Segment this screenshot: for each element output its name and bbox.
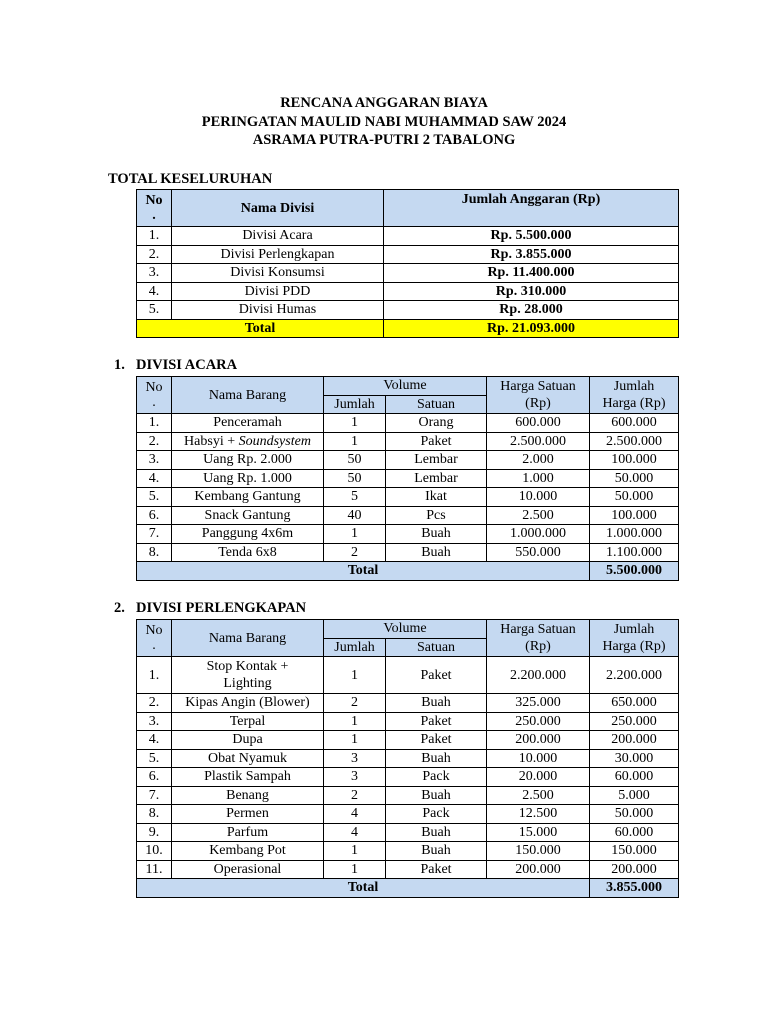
col-satuan-header: Satuan: [386, 395, 487, 414]
acara-header-row-1: [137, 377, 679, 396]
total-amount: Rp. 21.093.000: [384, 319, 679, 338]
table-row: 6. Snack Gantung 40 Pcs 2.500 100.000: [137, 506, 679, 525]
table-row: 6. Plastik Sampah 3 Pack 20.000 60.000: [137, 768, 679, 787]
total-section-heading: TOTAL KESELURUHAN: [108, 171, 273, 187]
cell-name: Divisi Perlengkapan: [172, 245, 384, 264]
cell-name: Divisi PDD: [172, 282, 384, 301]
col-volume-header: Volume: [324, 620, 487, 639]
table-row: 7. Panggung 4x6m 1 Buah 1.000.000 1.000.000: [137, 525, 679, 544]
total-table-header: [137, 190, 679, 227]
total-table: [136, 189, 679, 338]
table-row: 4. Uang Rp. 1.000 50 Lembar 1.000 50.000: [137, 469, 679, 488]
acara-heading: 1. DIVISI ACARA: [114, 357, 238, 373]
table-row: 9. Parfum 4 Buah 15.000 60.000: [137, 823, 679, 842]
acara-total-row: [137, 562, 679, 581]
perlengkapan-header-row-1: [137, 620, 679, 639]
cell-name: Divisi Konsumsi: [172, 264, 384, 283]
col-amount-header: Jumlah Anggaran (Rp): [384, 190, 679, 227]
col-name-header: Nama Barang: [172, 377, 324, 414]
total-row: [137, 319, 679, 338]
table-row: 8. Tenda 6x8 2 Buah 550.000 1.100.000: [137, 543, 679, 562]
col-no-header: No .: [137, 190, 172, 227]
table-row: [137, 301, 679, 320]
total-label: Total: [137, 319, 384, 338]
cell-name: Divisi Humas: [172, 301, 384, 320]
table-row: 2. Kipas Angin (Blower) 2 Buah 325.000 650.000: [137, 694, 679, 713]
cell-amount: Rp. 310.000: [384, 282, 679, 301]
perlengkapan-table: [136, 619, 679, 898]
cell-no: 2.: [137, 245, 172, 264]
total-label: Total: [137, 562, 590, 581]
col-jumlah-harga-header: Jumlah Harga (Rp): [590, 377, 679, 414]
cell-no: 3.: [137, 264, 172, 283]
col-jumlah-header: Jumlah: [324, 638, 386, 657]
table-row: 7. Benang 2 Buah 2.500 5.000: [137, 786, 679, 805]
col-harga-header: Harga Satuan (Rp): [487, 620, 590, 657]
table-row: 1. Stop Kontak + Lighting 1 Paket 2.200.000 2.200.000: [137, 657, 679, 694]
table-row: 5. Obat Nyamuk 3 Buah 10.000 30.000: [137, 749, 679, 768]
total-label: Total: [137, 879, 590, 898]
cell-name: Divisi Acara: [172, 227, 384, 246]
table-row: [137, 264, 679, 283]
col-name-header: Nama Divisi: [172, 190, 384, 227]
col-harga-header: Harga Satuan (Rp): [487, 377, 590, 414]
table-row: 4. Dupa 1 Paket 200.000 200.000: [137, 731, 679, 750]
acara-table: [136, 376, 679, 581]
cell-no: 1.: [137, 227, 172, 246]
table-row: [137, 227, 679, 246]
col-no-header: No .: [137, 620, 172, 657]
table-row: [137, 245, 679, 264]
total-amount: 5.500.000: [590, 562, 679, 581]
table-row: 10. Kembang Pot 1 Buah 150.000 150.000: [137, 842, 679, 861]
title-line-2: PERINGATAN MAULID NABI MUHAMMAD SAW 2024: [201, 113, 567, 130]
col-volume-header: Volume: [324, 377, 487, 396]
col-name-header: Nama Barang: [172, 620, 324, 657]
cell-no: 5.: [137, 301, 172, 320]
table-row: 1. Penceramah 1 Orang 600.000 600.000: [137, 414, 679, 433]
col-satuan-header: Satuan: [386, 638, 487, 657]
total-amount: 3.855.000: [590, 879, 679, 898]
title-line-1: RENCANA ANGGARAN BIAYA: [280, 95, 488, 111]
title-line-3: ASRAMA PUTRA-PUTRI 2 TABALONG: [252, 132, 516, 148]
cell-amount: Rp. 11.400.000: [384, 264, 679, 283]
table-row: 5. Kembang Gantung 5 Ikat 10.000 50.000: [137, 488, 679, 507]
table-row: 2. Habsyi + Soundsystem 1 Paket 2.500.000 2.500.000: [137, 432, 679, 451]
table-row: 3. Terpal 1 Paket 250.000 250.000: [137, 712, 679, 731]
cell-amount: Rp. 5.500.000: [384, 227, 679, 246]
table-row: [137, 282, 679, 301]
col-no-header: No .: [137, 377, 172, 414]
col-jumlah-harga-header: Jumlah Harga (Rp): [590, 620, 679, 657]
cell-no: 4.: [137, 282, 172, 301]
perlengkapan-heading: 2. DIVISI PERLENGKAPAN: [114, 600, 307, 616]
table-row: 3. Uang Rp. 2.000 50 Lembar 2.000 100.000: [137, 451, 679, 470]
cell-amount: Rp. 3.855.000: [384, 245, 679, 264]
cell-amount: Rp. 28.000: [384, 301, 679, 320]
table-row: 8. Permen 4 Pack 12.500 50.000: [137, 805, 679, 824]
col-jumlah-header: Jumlah: [324, 395, 386, 414]
table-row: 11. Operasional 1 Paket 200.000 200.000: [137, 860, 679, 879]
document-title: [0, 94, 768, 150]
perlengkapan-total-row: [137, 879, 679, 898]
